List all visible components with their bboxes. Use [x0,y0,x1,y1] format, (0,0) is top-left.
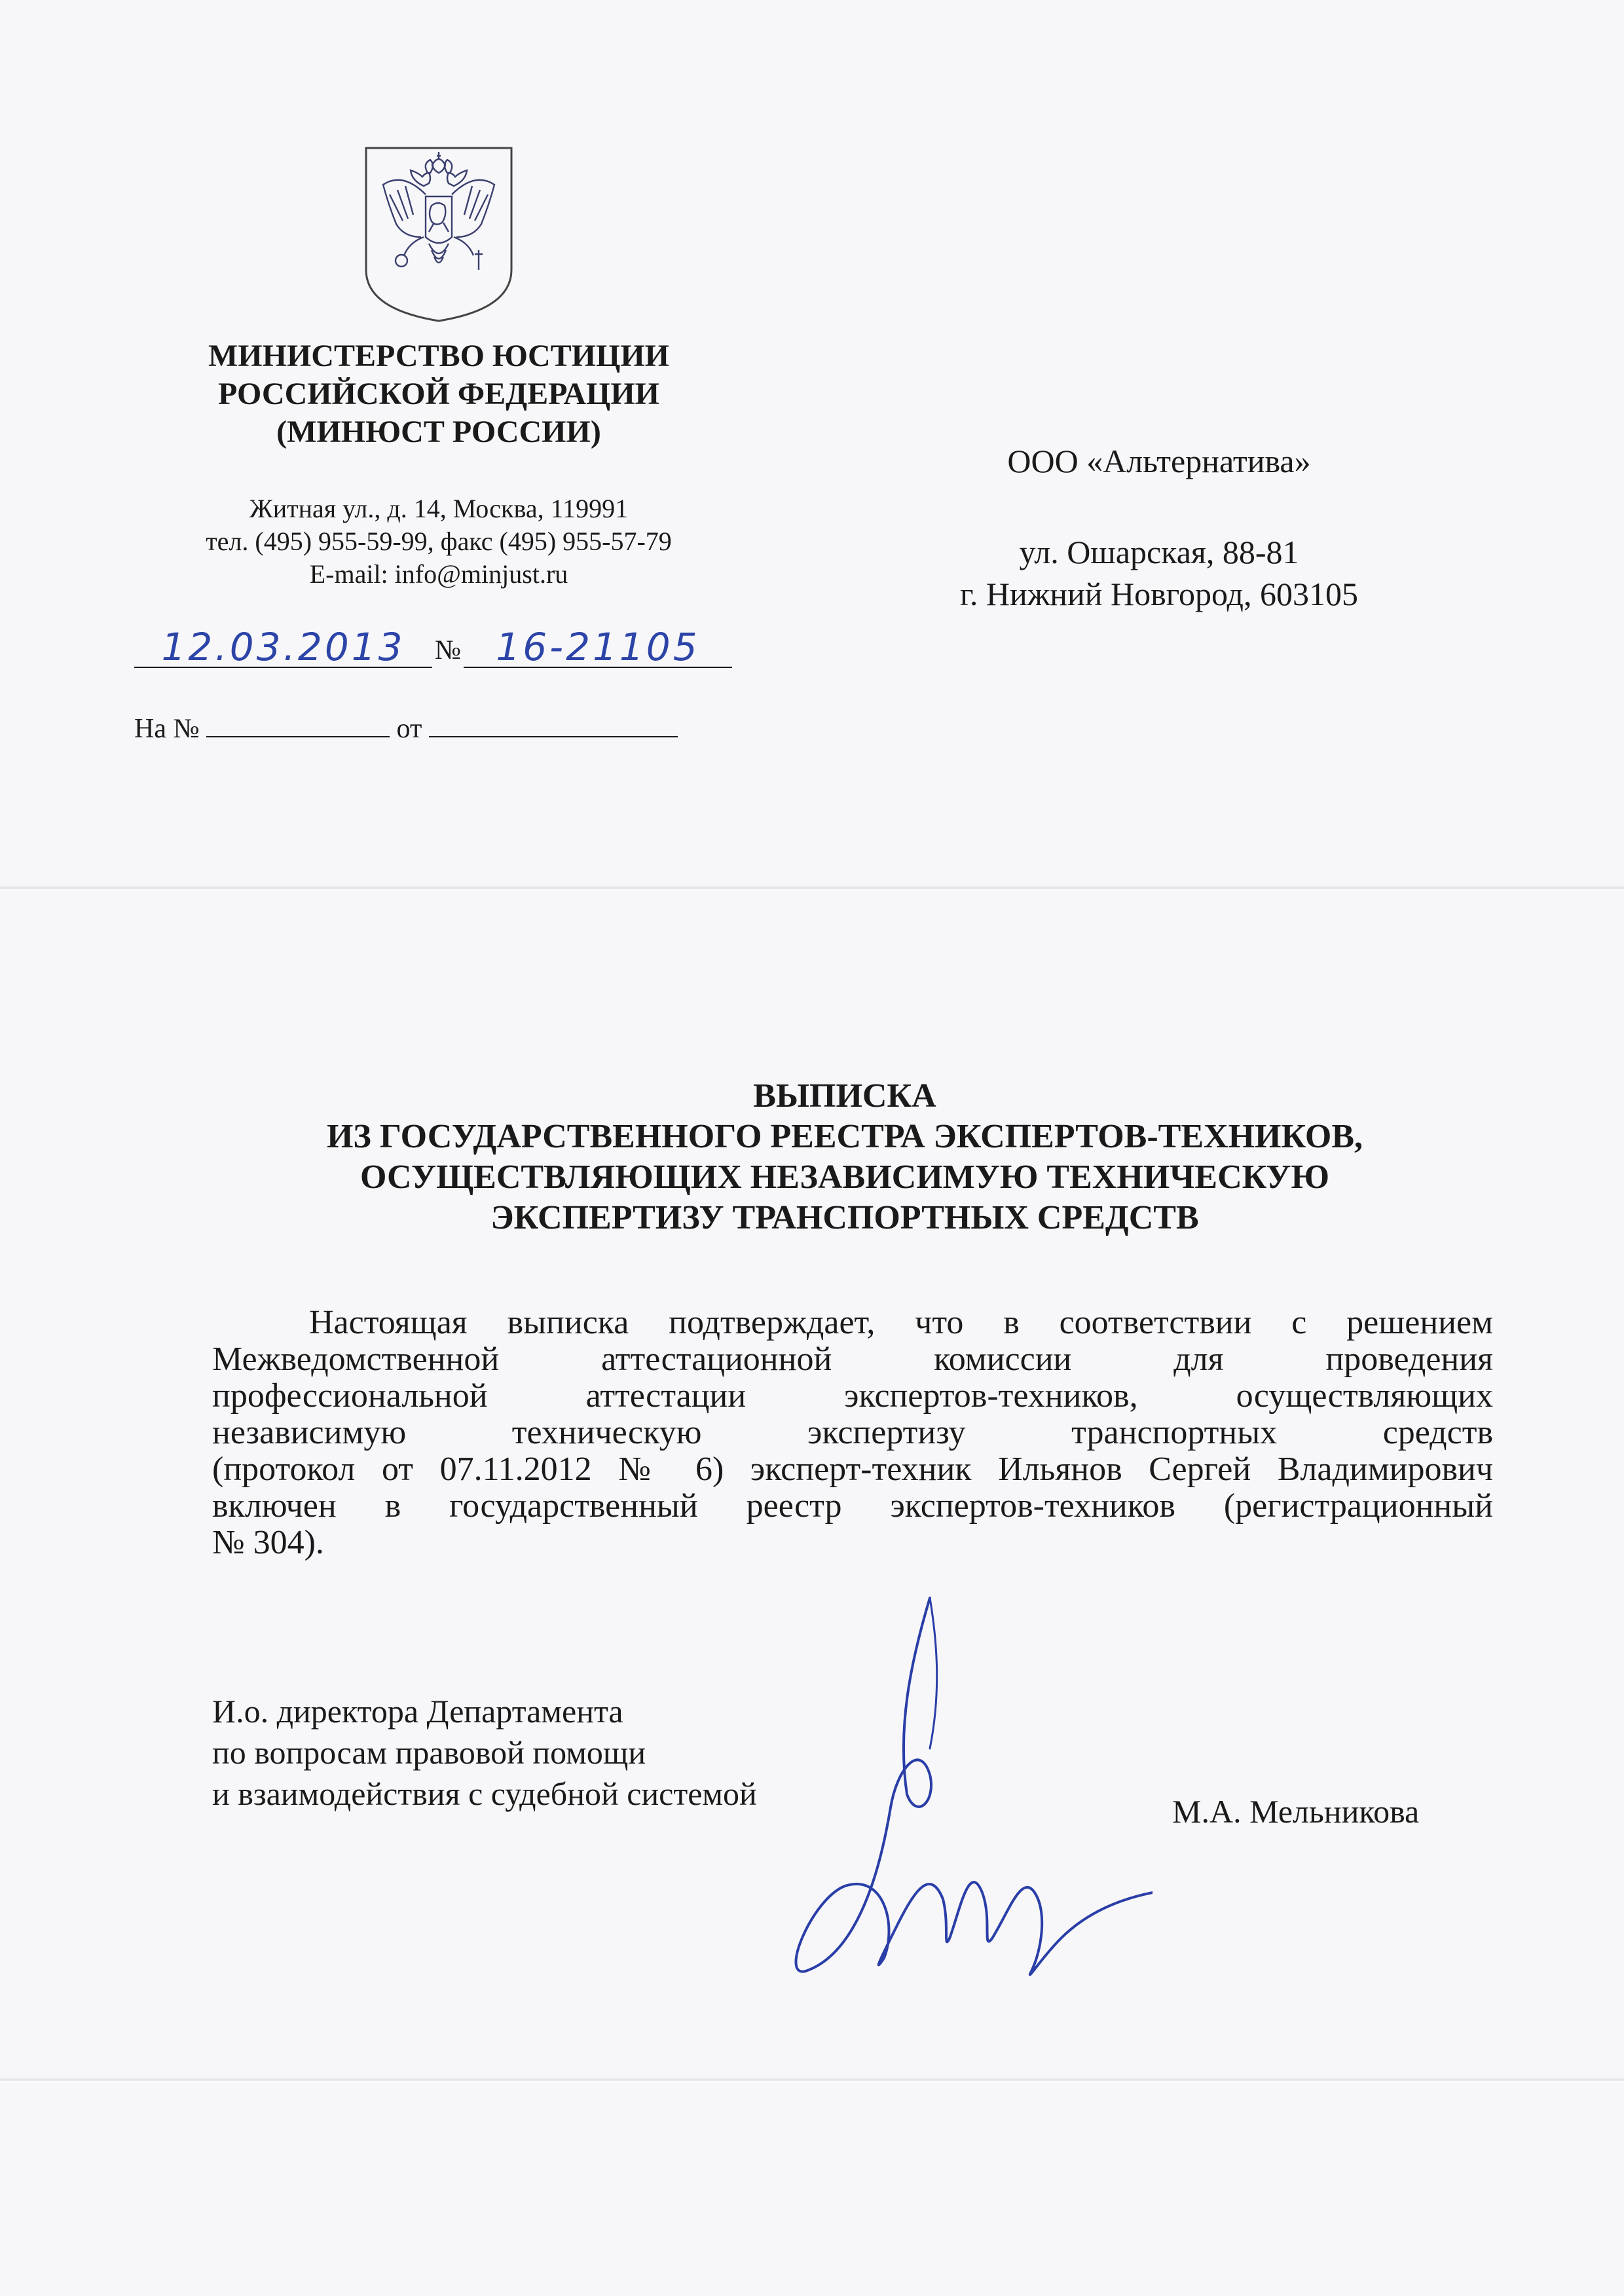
reference-date-blank [429,713,678,737]
paper-fold-line [0,885,1624,892]
recipient-org: ООО «Альтернатива» [1007,443,1311,479]
body-line: включен в государственный реестр экспертов-техников (регистрационный [212,1487,1493,1525]
body-line: Настоящая выписка подтверждает, что в соответствии с решением [309,1304,1493,1341]
body-line: № 304). [212,1524,324,1561]
reference-line [134,713,678,745]
ministry-name-line: (МИНЮСТ РОССИИ) [276,415,601,449]
handwritten-signature [733,1585,1153,2004]
ministry-email-line: E-mail: info@minjust.ru [309,559,568,589]
reference-number-blank [206,713,390,737]
reference-from-label: от [396,714,422,744]
document-title-line: ЭКСПЕРТИЗУ ТРАНСПОРТНЫХ СРЕДСТВ [490,1199,1199,1236]
document-title [170,1076,1519,1238]
signer-position-line: И.о. директора Департамента [212,1693,623,1730]
ministry-address-line: Житная ул., д. 14, Москва, 119991 [249,494,629,523]
document-title-line: ИЗ ГОСУДАРСТВЕННОГО РЕЕСТРА ЭКСПЕРТОВ-ТЕХНИКОВ, [326,1118,1363,1155]
number-sign: № [435,635,462,665]
body-line: независимую техническую экспертизу транспортных средств [212,1414,1493,1451]
signer-position-line: по вопросам правовой помощи [212,1734,646,1771]
paper-fold-line [0,2077,1624,2084]
ministry-name [131,337,747,451]
recipient-street: ул. Ошарская, 88-81 [1019,534,1299,570]
ministry-name-line: РОССИЙСКОЙ ФЕДЕРАЦИИ [217,377,660,411]
registration-date: 12.03.2013 [134,627,432,668]
registration-number: 16-21105 [464,627,732,668]
signer-position-line: и взаимодействия с судебной системой [212,1775,757,1812]
ministry-contacts-line: тел. (495) 955-59-99, факс (495) 955-57-79 [206,527,672,556]
ministry-name-line: МИНИСТЕРСТВО ЮСТИЦИИ [208,339,669,373]
ministry-address [131,492,747,591]
reference-prefix: На № [134,714,200,744]
body-paragraph [212,1305,1493,1561]
signer-name: М.А. Мельникова [1172,1793,1420,1830]
signer-position [212,1691,757,1815]
body-line: (протокол от 07.11.2012 № 6) эксперт-техник Ильянов Сергей Владимирович [212,1451,1493,1488]
russian-coat-of-arms-icon [363,145,514,324]
document-title-line: ОСУЩЕСТВЛЯЮЩИХ НЕЗАВИСИМУЮ ТЕХНИЧЕСКУЮ [360,1158,1330,1196]
recipient-city: г. Нижний Новгород, 603105 [959,576,1359,612]
body-line: Межведомственной аттестационной комиссии для проведения [212,1341,1493,1378]
body-line: профессиональной аттестации экспертов-техников, осуществляющих [212,1377,1493,1415]
document-title-line: ВЫПИСКА [753,1077,936,1115]
